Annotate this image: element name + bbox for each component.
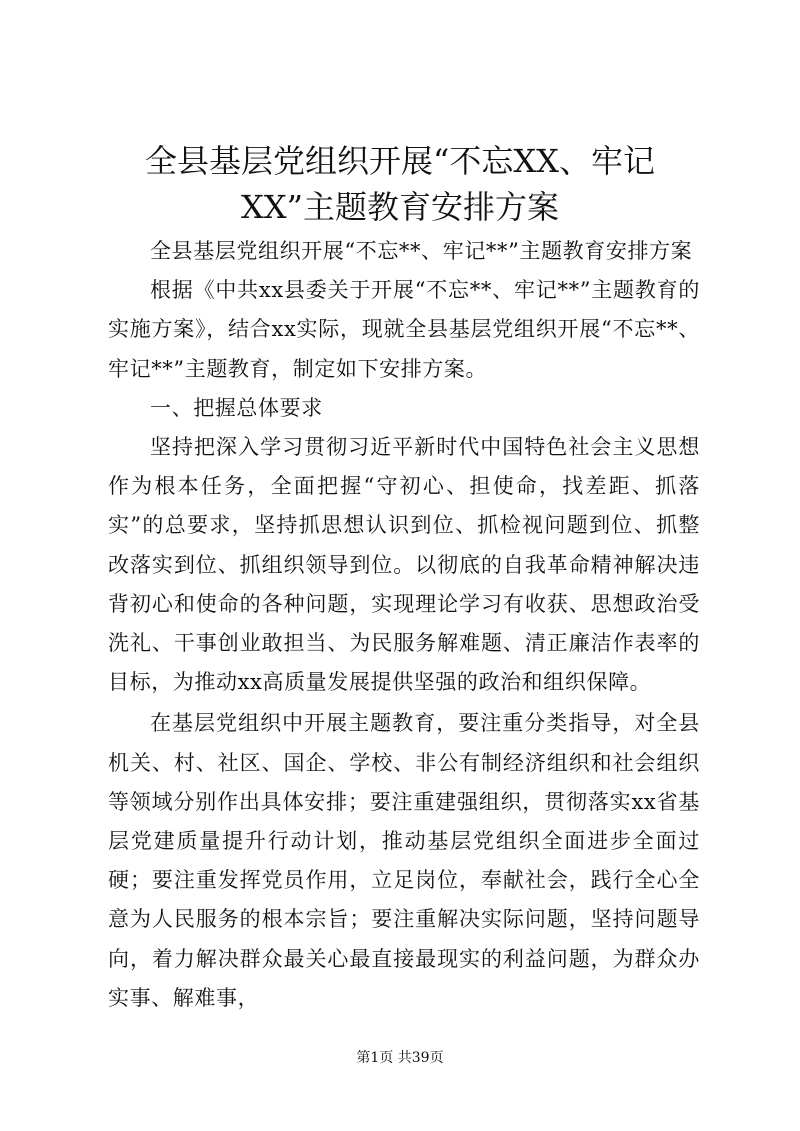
section-heading: 一、把握总体要求 xyxy=(150,395,323,420)
document-body xyxy=(108,232,700,1018)
paragraph-requirements: 坚持把深入学习贯彻习近平新时代中国特色社会主义思想作为根本任务，全面把握“守初心、担使命，找差距、抓落实”的总要求，坚持抓思想认识到位、抓检视问题到位、抓整改落实到位、抓组织领导到位。以彻底的自我革命精神解决违背初心和使命的各种问题，实现理论学习有收获、思想政治受洗礼、干事创业敢担当、为民服务解难题、清正廉洁作表率的目标，为推动xx高质量发展提供坚强的政治和组织保障。 xyxy=(108,435,700,695)
paragraph-intro: 根据《中共xx县委关于开展“不忘**、牢记**”主题教育的实施方案》，结合xx实际，现就全县基层党组织开展“不忘**、牢记**”主题教育，制定如下安排方案。 xyxy=(108,278,700,381)
document-title: 全县基层党组织开展“不忘XX、牢记XX”主题教育安排方案 xyxy=(145,142,655,226)
paragraph-guidance: 在基层党组织中开展主题教育，要注重分类指导，对全县机关、村、社区、国企、学校、非公有制经济组织和社会组织等领域分别作出具体安排；要注重建强组织，贯彻落实xx省基层党建质量提升行动计划，推动基层党组织全面进步全面过硬；要注重发挥党员作用，立足岗位，奉献社会，践行全心全意为人民服务的根本宗旨；要注重解决实际问题，坚持问题导向，着力解决群众最关心最直接最现实的利益问题，为群众办实事、解难事， xyxy=(108,711,700,1010)
page-number-footer: 第1页 共39页 xyxy=(356,1050,444,1066)
paragraph-repeated-title: 全县基层党组织开展“不忘**、牢记**”主题教育安排方案 xyxy=(150,239,693,263)
